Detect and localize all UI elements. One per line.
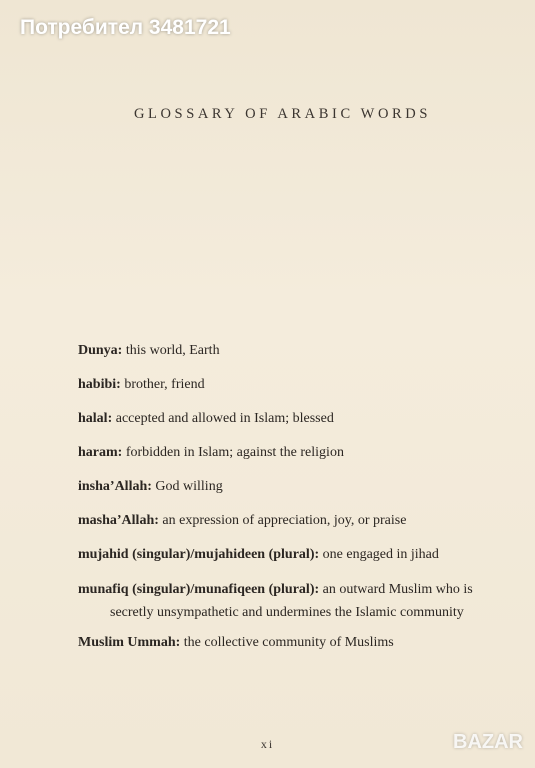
- glossary-definition: an outward Muslim who is secretly unsympathetic and undermines the Islamic community: [110, 582, 473, 620]
- glossary-definition: this world, Earth: [125, 343, 220, 358]
- bazar-watermark-logo: BAZAR: [453, 731, 523, 753]
- glossary-entry: [78, 632, 508, 653]
- glossary-term: habibi:: [78, 377, 121, 392]
- glossary-term: insha’Allah:: [78, 479, 152, 494]
- glossary-entry: [78, 442, 508, 463]
- glossary-definition: God willing: [155, 479, 223, 494]
- page-number: xi: [260, 737, 275, 751]
- glossary-term: munafiq (singular)/munafiqeen (plural):: [78, 582, 320, 597]
- glossary-definition: forbidden in Islam; against the religion: [125, 445, 344, 460]
- glossary-term: masha’Allah:: [78, 513, 159, 528]
- glossary-definition: an expression of appreciation, joy, or praise: [162, 513, 407, 528]
- glossary-term: halal:: [78, 411, 113, 426]
- glossary-entry: [78, 476, 508, 497]
- glossary-definition: the collective community of Muslims: [183, 635, 394, 650]
- glossary-term: mujahid (singular)/mujahideen (plural):: [78, 547, 320, 562]
- uploader-watermark: Потребител 3481721: [20, 16, 231, 39]
- page-title: GLOSSARY OF ARABIC WORDS: [133, 106, 432, 122]
- glossary-entry: [78, 544, 508, 565]
- glossary-definition: accepted and allowed in Islam; blessed: [115, 411, 334, 426]
- glossary-entry: [78, 374, 508, 395]
- glossary-entry: [78, 408, 508, 429]
- glossary-definition: one engaged in jihad: [322, 547, 439, 562]
- glossary-term: Dunya:: [78, 343, 123, 358]
- glossary-definition: brother, friend: [124, 377, 205, 392]
- glossary-entry: [78, 340, 508, 361]
- glossary-entry: [78, 578, 508, 624]
- glossary-term: haram:: [78, 445, 123, 460]
- glossary-term: Muslim Ummah:: [78, 635, 181, 650]
- glossary-entry: [78, 510, 508, 531]
- glossary-list: [78, 340, 508, 666]
